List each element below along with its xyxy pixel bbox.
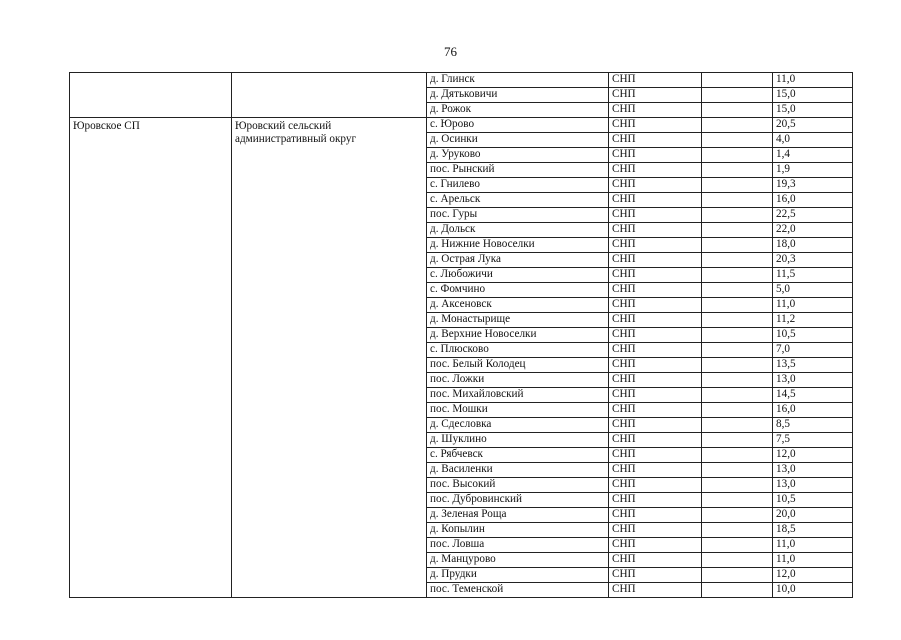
table-row: [70, 118, 853, 133]
place-name-cell: пос. Высокий: [427, 478, 609, 493]
value-cell: 12,0: [773, 568, 853, 583]
settlement-type-cell: СНП: [609, 148, 702, 163]
value-cell: 18,5: [773, 523, 853, 538]
value-cell: 22,0: [773, 223, 853, 238]
settlement-type-cell: СНП: [609, 133, 702, 148]
place-name-cell: д. Дольск: [427, 223, 609, 238]
extra-cell: [702, 148, 773, 163]
place-name-cell: с. Любожичи: [427, 268, 609, 283]
settlement-type-cell: СНП: [609, 448, 702, 463]
extra-cell: [702, 238, 773, 253]
extra-cell: [702, 508, 773, 523]
extra-cell: [702, 553, 773, 568]
extra-cell: [702, 328, 773, 343]
extra-cell: [702, 73, 773, 88]
value-cell: 15,0: [773, 88, 853, 103]
value-cell: 12,0: [773, 448, 853, 463]
value-cell: 11,0: [773, 73, 853, 88]
settlement-type-cell: СНП: [609, 403, 702, 418]
place-name-cell: пос. Ловша: [427, 538, 609, 553]
extra-cell: [702, 358, 773, 373]
extra-cell: [702, 538, 773, 553]
value-cell: 20,0: [773, 508, 853, 523]
settlement-type-cell: СНП: [609, 88, 702, 103]
value-cell: 13,5: [773, 358, 853, 373]
place-name-cell: д. Копылин: [427, 523, 609, 538]
place-name-cell: д. Аксеновск: [427, 298, 609, 313]
place-name-cell: с. Гнилево: [427, 178, 609, 193]
settlement-type-cell: СНП: [609, 493, 702, 508]
extra-cell: [702, 133, 773, 148]
place-name-cell: пос. Мошки: [427, 403, 609, 418]
settlement-type-cell: СНП: [609, 268, 702, 283]
value-cell: 13,0: [773, 463, 853, 478]
place-name-cell: д. Манцурово: [427, 553, 609, 568]
settlement-type-cell: СНП: [609, 433, 702, 448]
extra-cell: [702, 583, 773, 598]
value-cell: 16,0: [773, 403, 853, 418]
place-name-cell: д. Осинки: [427, 133, 609, 148]
extra-cell: [702, 418, 773, 433]
value-cell: 1,4: [773, 148, 853, 163]
settlement-type-cell: СНП: [609, 478, 702, 493]
settlement-type-cell: СНП: [609, 358, 702, 373]
district-cell-empty: [232, 73, 427, 118]
value-cell: 11,0: [773, 538, 853, 553]
value-cell: 10,5: [773, 493, 853, 508]
value-cell: 5,0: [773, 283, 853, 298]
settlement-type-cell: СНП: [609, 238, 702, 253]
value-cell: 10,0: [773, 583, 853, 598]
settlement-type-cell: СНП: [609, 418, 702, 433]
extra-cell: [702, 478, 773, 493]
extra-cell: [702, 118, 773, 133]
settlement-type-cell: СНП: [609, 223, 702, 238]
place-name-cell: пос. Белый Колодец: [427, 358, 609, 373]
value-cell: 15,0: [773, 103, 853, 118]
place-name-cell: д. Василенки: [427, 463, 609, 478]
settlement-type-cell: СНП: [609, 103, 702, 118]
value-cell: 13,0: [773, 478, 853, 493]
value-cell: 4,0: [773, 133, 853, 148]
place-name-cell: д. Зеленая Роща: [427, 508, 609, 523]
extra-cell: [702, 493, 773, 508]
settlement-type-cell: СНП: [609, 283, 702, 298]
table-row: [70, 73, 853, 88]
value-cell: 22,5: [773, 208, 853, 223]
district-name-cell: Юровский сельский административный округ: [232, 118, 427, 598]
settlement-type-cell: СНП: [609, 73, 702, 88]
settlement-type-cell: СНП: [609, 538, 702, 553]
settlement-cell-empty: [70, 73, 232, 118]
value-cell: 7,5: [773, 433, 853, 448]
value-cell: 10,5: [773, 328, 853, 343]
extra-cell: [702, 313, 773, 328]
settlement-type-cell: СНП: [609, 568, 702, 583]
place-name-cell: д. Сдесловка: [427, 418, 609, 433]
value-cell: 7,0: [773, 343, 853, 358]
extra-cell: [702, 388, 773, 403]
value-cell: 8,5: [773, 418, 853, 433]
settlement-type-cell: СНП: [609, 523, 702, 538]
place-name-cell: д. Шуклино: [427, 433, 609, 448]
value-cell: 1,9: [773, 163, 853, 178]
place-name-cell: пос. Рынский: [427, 163, 609, 178]
settlement-type-cell: СНП: [609, 178, 702, 193]
settlement-type-cell: СНП: [609, 343, 702, 358]
place-name-cell: с. Юрово: [427, 118, 609, 133]
value-cell: 18,0: [773, 238, 853, 253]
settlement-type-cell: СНП: [609, 388, 702, 403]
settlement-type-cell: СНП: [609, 373, 702, 388]
settlement-type-cell: СНП: [609, 208, 702, 223]
place-name-cell: д. Монастырище: [427, 313, 609, 328]
place-name-cell: пос. Гуры: [427, 208, 609, 223]
settlement-type-cell: СНП: [609, 193, 702, 208]
extra-cell: [702, 283, 773, 298]
extra-cell: [702, 433, 773, 448]
value-cell: 11,0: [773, 553, 853, 568]
extra-cell: [702, 298, 773, 313]
place-name-cell: д. Прудки: [427, 568, 609, 583]
page-number: 76: [444, 44, 457, 59]
extra-cell: [702, 178, 773, 193]
extra-cell: [702, 373, 773, 388]
extra-cell: [702, 343, 773, 358]
settlements-table: [69, 72, 853, 598]
settlement-type-cell: СНП: [609, 553, 702, 568]
extra-cell: [702, 253, 773, 268]
place-name-cell: с. Фомчино: [427, 283, 609, 298]
place-name-cell: д. Дятьковичи: [427, 88, 609, 103]
extra-cell: [702, 568, 773, 583]
extra-cell: [702, 103, 773, 118]
value-cell: 16,0: [773, 193, 853, 208]
place-name-cell: пос. Михайловский: [427, 388, 609, 403]
extra-cell: [702, 268, 773, 283]
settlement-type-cell: СНП: [609, 313, 702, 328]
place-name-cell: д. Уруково: [427, 148, 609, 163]
settlement-type-cell: СНП: [609, 583, 702, 598]
place-name-cell: пос. Дубровинский: [427, 493, 609, 508]
place-name-cell: д. Глинск: [427, 73, 609, 88]
settlement-type-cell: СНП: [609, 328, 702, 343]
settlement-name-cell: Юровское СП: [70, 118, 232, 598]
extra-cell: [702, 223, 773, 238]
extra-cell: [702, 403, 773, 418]
extra-cell: [702, 448, 773, 463]
extra-cell: [702, 208, 773, 223]
extra-cell: [702, 523, 773, 538]
value-cell: 11,0: [773, 298, 853, 313]
settlement-type-cell: СНП: [609, 298, 702, 313]
extra-cell: [702, 463, 773, 478]
extra-cell: [702, 193, 773, 208]
settlement-type-cell: СНП: [609, 253, 702, 268]
value-cell: 14,5: [773, 388, 853, 403]
value-cell: 20,5: [773, 118, 853, 133]
value-cell: 11,2: [773, 313, 853, 328]
place-name-cell: пос. Ложки: [427, 373, 609, 388]
place-name-cell: д. Верхние Новоселки: [427, 328, 609, 343]
value-cell: 13,0: [773, 373, 853, 388]
settlement-type-cell: СНП: [609, 508, 702, 523]
place-name-cell: д. Острая Лука: [427, 253, 609, 268]
place-name-cell: пос. Теменской: [427, 583, 609, 598]
value-cell: 19,3: [773, 178, 853, 193]
value-cell: 11,5: [773, 268, 853, 283]
place-name-cell: с. Рябчевск: [427, 448, 609, 463]
place-name-cell: д. Нижние Новоселки: [427, 238, 609, 253]
settlement-type-cell: СНП: [609, 118, 702, 133]
place-name-cell: с. Плюсково: [427, 343, 609, 358]
place-name-cell: с. Арельск: [427, 193, 609, 208]
extra-cell: [702, 163, 773, 178]
extra-cell: [702, 88, 773, 103]
value-cell: 20,3: [773, 253, 853, 268]
settlement-type-cell: СНП: [609, 463, 702, 478]
settlement-type-cell: СНП: [609, 163, 702, 178]
place-name-cell: д. Рожок: [427, 103, 609, 118]
